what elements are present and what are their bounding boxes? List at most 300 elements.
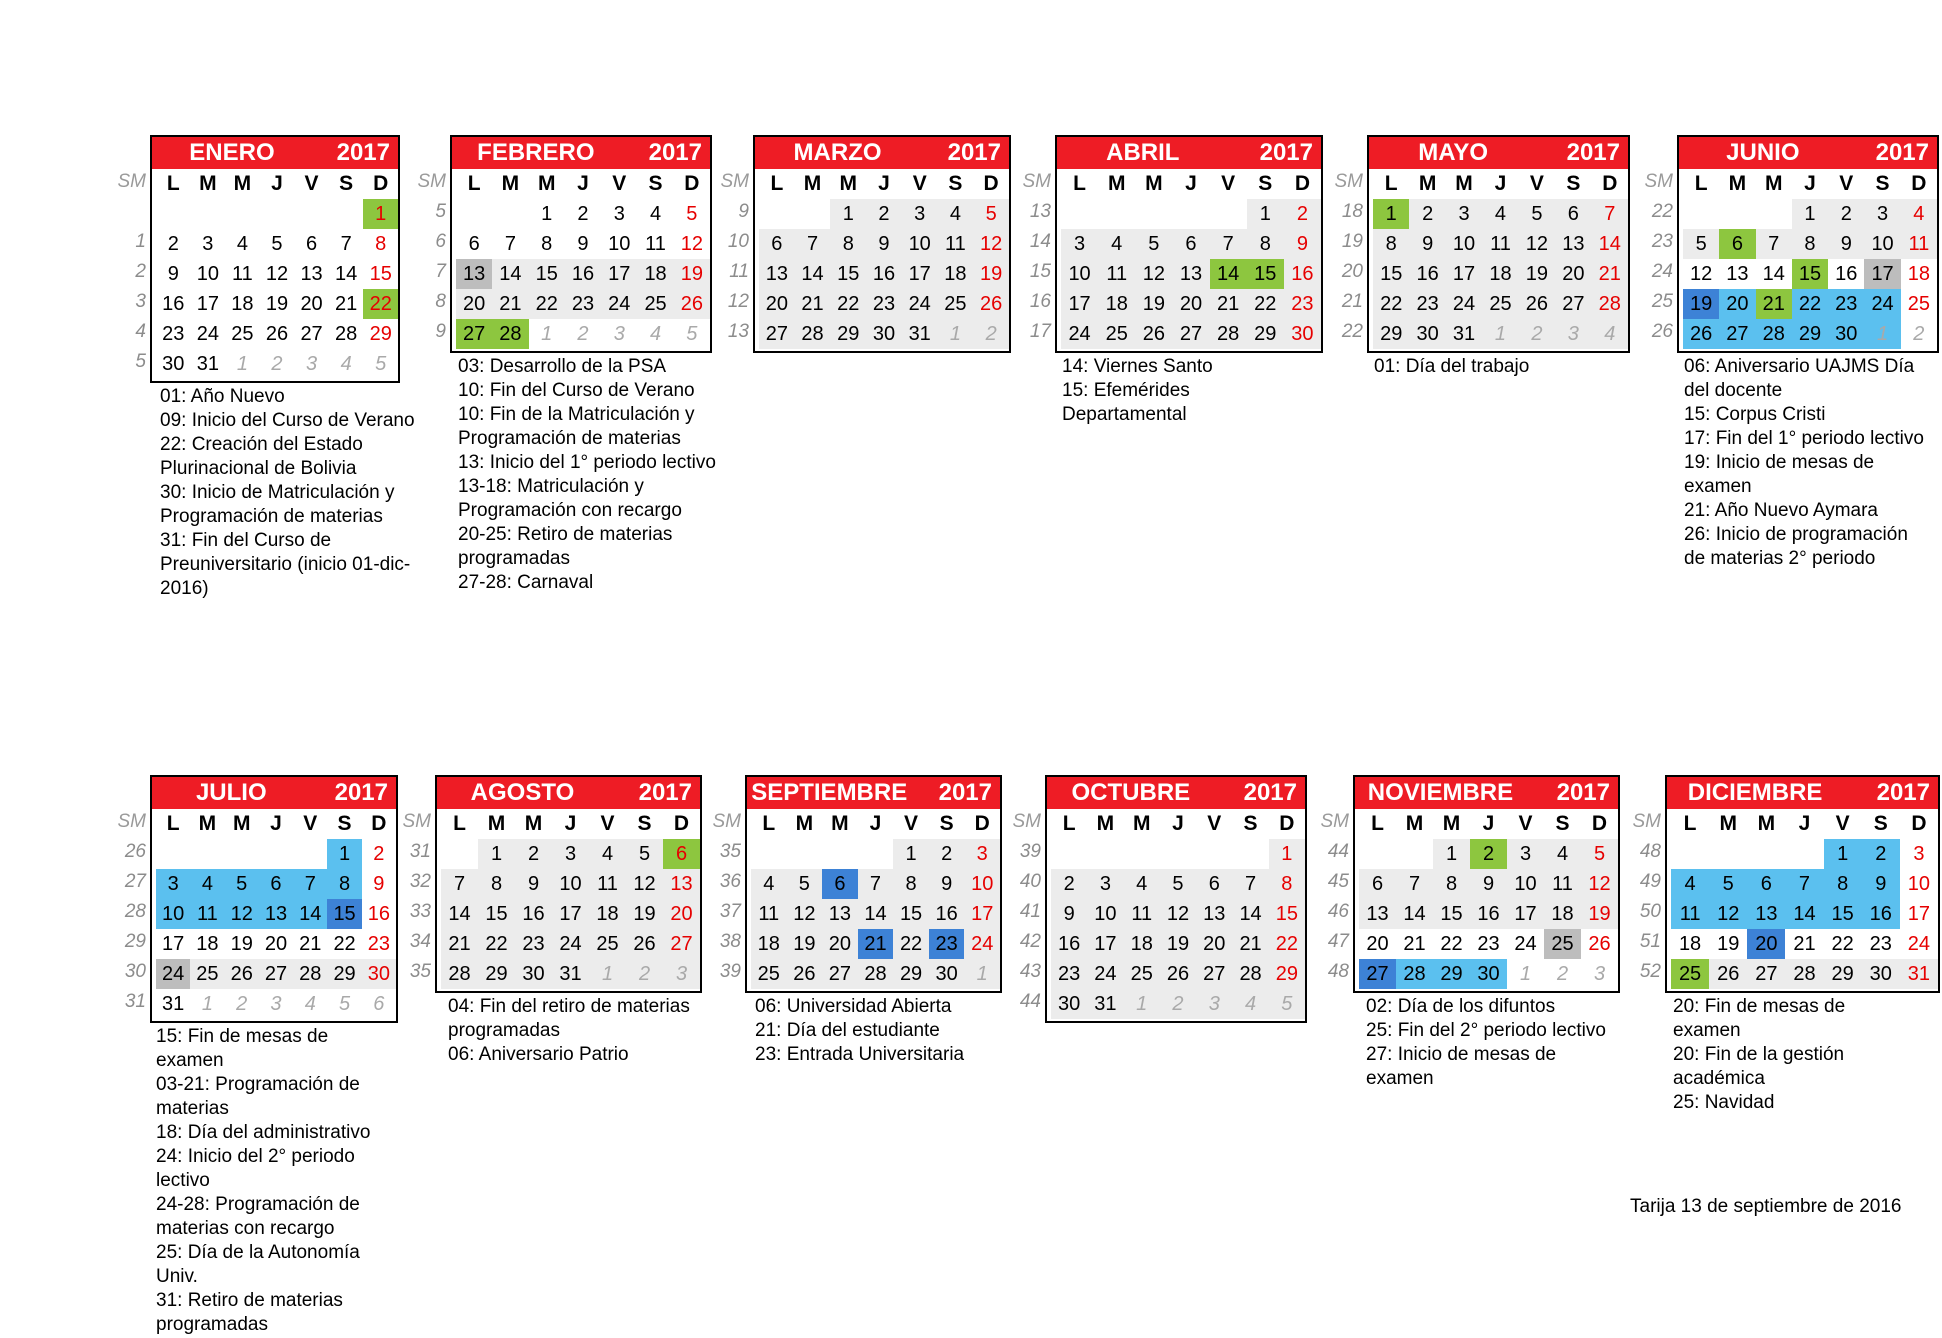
weekday-header: D — [983, 172, 999, 195]
week-number: 42 — [1019, 931, 1041, 952]
day-cell: 26 — [225, 959, 259, 989]
month-notes — [1374, 355, 1614, 379]
day-cell: 4 — [1124, 869, 1160, 899]
day-cell: 1 — [1433, 839, 1470, 869]
day-cell: 3 — [1864, 199, 1900, 229]
day-cell: 28 — [441, 959, 478, 989]
day-cell: 4 — [304, 993, 316, 1015]
day-cell: 1 — [1482, 319, 1518, 349]
month-notes — [448, 995, 708, 1067]
day-cell: 15 — [478, 899, 515, 929]
day-cell: 29 — [478, 959, 515, 989]
day-cell: 15 — [830, 259, 866, 289]
note-item: 06: Aniversario UAJMS Día del docente — [1684, 356, 1915, 401]
day-cell: 11 — [1482, 229, 1518, 259]
day-cell: 2 — [1556, 963, 1569, 985]
day-cell: 1 — [1864, 319, 1900, 349]
day-cell: 10 — [964, 869, 1000, 899]
empty-day-cell — [1196, 839, 1232, 869]
week-number: 49 — [1639, 871, 1661, 892]
day-cell: 9 — [515, 869, 552, 899]
note-item: 20: Fin de la gestión académica — [1673, 1044, 1845, 1089]
day-cell: 15 — [1373, 259, 1409, 289]
day-cell: 8 — [1269, 869, 1305, 899]
weekday-header: L — [467, 172, 481, 195]
day-cell: 2 — [1409, 199, 1445, 229]
day-cell: 14 — [1210, 259, 1247, 289]
sm-label: SM — [117, 811, 146, 832]
day-cell: 15 — [1792, 259, 1828, 289]
empty-day-cell — [1210, 199, 1247, 229]
day-cell: 3 — [1507, 839, 1544, 869]
day-cell: 14 — [1592, 229, 1628, 259]
day-cell: 17 — [1507, 899, 1544, 929]
weekday-header: L — [1062, 812, 1076, 835]
weekday-header: J — [270, 812, 282, 835]
empty-day-cell — [329, 199, 364, 229]
day-cell: 22 — [1792, 289, 1828, 319]
day-cell: 7 — [340, 233, 352, 255]
empty-day-cell — [294, 199, 329, 229]
day-cell: 15 — [1247, 259, 1284, 289]
month-name: ABRIL — [1106, 139, 1180, 166]
empty-day-cell — [225, 199, 260, 229]
day-cell: 22 — [1440, 933, 1463, 955]
note-item: 31: Fin del Curso de Preuniversitario (inicio 01-dic-2016) — [160, 530, 411, 599]
month-name: ENERO — [189, 139, 275, 166]
weekday-header: D — [1294, 172, 1310, 195]
week-number: 16 — [1029, 291, 1051, 312]
weekday-header: L — [1384, 172, 1398, 195]
weekday-header: M — [1107, 172, 1126, 195]
day-cell: 17 — [964, 899, 1000, 929]
day-cell: 31 — [902, 319, 938, 349]
note-item: 04: Fin del retiro de materias programadas — [448, 996, 690, 1041]
day-cell: 11 — [1901, 229, 1937, 259]
day-cell: 10 — [1507, 869, 1544, 899]
weekday-header: J — [878, 172, 890, 195]
month-calendar-abril — [1055, 135, 1323, 353]
sm-label: SM — [1022, 171, 1051, 192]
day-cell: 1 — [363, 199, 398, 229]
weekday-header: S — [1258, 172, 1273, 195]
day-cell: 11 — [1098, 259, 1135, 289]
weekday-header: V — [600, 812, 615, 835]
day-cell: 13 — [456, 259, 492, 289]
day-cell: 6 — [759, 229, 795, 259]
day-cell: 7 — [1592, 199, 1628, 229]
day-cell: 24 — [902, 289, 938, 319]
weekday-header: J — [1804, 172, 1816, 195]
day-cell: 27 — [1196, 959, 1232, 989]
weekday-header: M — [795, 812, 814, 835]
week-number: 44 — [1019, 991, 1041, 1012]
month-name: MARZO — [793, 139, 882, 166]
day-cell: 27 — [1555, 289, 1591, 319]
day-cell: 25 — [190, 959, 224, 989]
week-number: 36 — [719, 871, 741, 892]
day-cell: 23 — [866, 289, 902, 319]
day-cell: 1 — [1373, 199, 1409, 229]
day-cell: 2 — [1913, 323, 1925, 345]
day-cell: 21 — [1592, 259, 1628, 289]
weekday-header: M — [232, 812, 251, 835]
day-cell: 21 — [1793, 933, 1816, 955]
day-cell: 3 — [663, 959, 700, 989]
week-number: 10 — [727, 231, 749, 252]
month-name: NOVIEMBRE — [1367, 779, 1514, 806]
day-cell: 30 — [929, 959, 965, 989]
day-cell: 5 — [1709, 869, 1747, 899]
day-cell: 19 — [1717, 933, 1740, 955]
day-cell: 7 — [795, 229, 831, 259]
day-cell: 17 — [196, 293, 219, 315]
weekday-header: M — [233, 172, 252, 195]
note-item: 27: Inicio de mesas de examen — [1366, 1044, 1557, 1089]
empty-day-cell — [1061, 199, 1098, 229]
day-cell: 17 — [1087, 929, 1123, 959]
day-cell: 30 — [866, 319, 902, 349]
day-cell: 22 — [1247, 289, 1284, 319]
day-cell: 25 — [1482, 289, 1518, 319]
day-cell: 31 — [162, 993, 185, 1015]
day-cell: 16 — [1470, 899, 1507, 929]
day-cell: 10 — [608, 233, 631, 255]
day-cell: 24 — [156, 959, 190, 989]
note-item: 02: Día de los difuntos — [1366, 996, 1556, 1017]
day-cell: 17 — [1446, 259, 1482, 289]
week-number: 22 — [1651, 201, 1673, 222]
day-cell: 13 — [1172, 259, 1209, 289]
day-cell: 21 — [299, 933, 322, 955]
day-cell: 27 — [663, 929, 700, 959]
month-calendar-febrero — [450, 135, 712, 353]
weekday-header: D — [371, 812, 387, 835]
day-cell: 20 — [456, 289, 492, 319]
empty-day-cell — [1756, 199, 1792, 229]
weekday-header: D — [373, 172, 389, 195]
month-name: AGOSTO — [470, 779, 575, 806]
day-cell: 9 — [577, 233, 589, 255]
day-cell: 21 — [1403, 933, 1426, 955]
day-cell: 7 — [1785, 869, 1823, 899]
empty-day-cell — [1087, 839, 1123, 869]
note-item: 01: Día del trabajo — [1374, 356, 1530, 377]
weekday-header: J — [577, 172, 589, 195]
day-cell: 8 — [478, 869, 515, 899]
note-item: 13: Inicio del 1° periodo lectivo — [458, 452, 716, 473]
weekday-header: V — [1221, 172, 1236, 195]
day-cell: 17 — [1061, 289, 1098, 319]
day-cell: 2 — [1051, 869, 1087, 899]
weekday-header: M — [198, 812, 217, 835]
day-cell: 26 — [1160, 959, 1196, 989]
day-cell: 3 — [1196, 989, 1232, 1019]
weekday-header: M — [831, 812, 849, 835]
weekday-header: L — [1371, 812, 1384, 835]
day-cell: 10 — [1061, 259, 1098, 289]
day-cell: 14 — [293, 899, 327, 929]
day-cell: 6 — [373, 993, 385, 1015]
week-number: 39 — [719, 961, 741, 982]
day-cell: 31 — [1446, 319, 1482, 349]
day-cell: 6 — [1747, 869, 1785, 899]
day-cell: 4 — [1671, 869, 1709, 899]
empty-day-cell — [1135, 199, 1172, 229]
weekday-header: L — [770, 172, 784, 195]
weekday-header: S — [339, 172, 354, 195]
week-number: 2 — [135, 261, 146, 282]
day-cell: 2 — [929, 839, 965, 869]
sm-label: SM — [1632, 811, 1661, 832]
day-cell: 19 — [1581, 899, 1618, 929]
day-cell: 3 — [1446, 199, 1482, 229]
day-cell: 14 — [1232, 899, 1268, 929]
day-cell: 21 — [335, 293, 358, 315]
day-cell: 10 — [1446, 229, 1482, 259]
day-cell: 3 — [1593, 963, 1606, 985]
week-number: 26 — [1651, 321, 1673, 342]
empty-day-cell — [759, 199, 795, 229]
day-cell: 27 — [1172, 319, 1209, 349]
month-calendar-marzo — [753, 135, 1011, 353]
day-cell: 26 — [674, 289, 710, 319]
day-cell: 29 — [1824, 959, 1862, 989]
day-cell: 30 — [1862, 959, 1900, 989]
weekday-header: M — [1132, 812, 1151, 835]
note-item: 27-28: Carnaval — [458, 572, 594, 593]
weekday-header: V — [1207, 812, 1222, 835]
day-cell: 16 — [162, 293, 185, 315]
week-number: 17 — [1029, 321, 1051, 342]
week-number: 6 — [435, 231, 446, 252]
day-cell: 26 — [1588, 933, 1611, 955]
day-cell: 12 — [1519, 229, 1555, 259]
day-cell: 15 — [369, 263, 392, 285]
day-cell: 18 — [1482, 259, 1518, 289]
day-cell: 27 — [1747, 959, 1785, 989]
day-cell: 10 — [552, 869, 589, 899]
week-number: 4 — [135, 321, 146, 342]
week-number: 26 — [124, 841, 146, 862]
day-cell: 2 — [271, 353, 283, 375]
day-cell: 24 — [1061, 319, 1098, 349]
day-cell: 24 — [1446, 289, 1482, 319]
weekday-header: M — [1764, 172, 1783, 195]
note-item: 25: Fin del 2° periodo lectivo — [1366, 1020, 1606, 1041]
day-cell: 14 — [335, 263, 358, 285]
week-number: 12 — [727, 291, 749, 312]
day-cell: 24 — [1087, 959, 1123, 989]
sm-label: SM — [117, 171, 146, 192]
day-cell: 30 — [162, 353, 185, 375]
month-notes — [1673, 995, 1913, 1115]
month-header — [1679, 137, 1937, 169]
day-cell: 11 — [938, 229, 974, 259]
day-cell: 4 — [650, 323, 662, 345]
empty-day-cell — [456, 199, 492, 229]
day-cell: 1 — [327, 839, 361, 869]
day-cell: 18 — [751, 929, 787, 959]
day-cell: 2 — [1828, 199, 1864, 229]
day-cell: 29 — [893, 959, 929, 989]
day-cell: 12 — [1581, 869, 1618, 899]
month-year: 2017 — [648, 139, 702, 166]
weekday-header: L — [1694, 172, 1708, 195]
day-cell: 13 — [1196, 899, 1232, 929]
sm-label: SM — [720, 171, 749, 192]
week-number: 20 — [1341, 261, 1363, 282]
day-cell: 27 — [1719, 319, 1755, 349]
day-cell: 23 — [1477, 933, 1500, 955]
week-number: 27 — [124, 871, 146, 892]
day-cell: 9 — [866, 229, 902, 259]
day-cell: 6 — [1196, 869, 1232, 899]
day-cell: 27 — [759, 319, 795, 349]
weekday-header: V — [612, 172, 627, 195]
day-cell: 28 — [1592, 289, 1628, 319]
note-item: 06: Aniversario Patrio — [448, 1044, 629, 1065]
day-cell: 11 — [1671, 899, 1709, 929]
day-cell: 25 — [1124, 959, 1160, 989]
day-cell: 2 — [1470, 839, 1507, 869]
note-item: 01: Año Nuevo — [160, 386, 285, 407]
month-year: 2017 — [638, 779, 692, 806]
day-cell: 23 — [162, 323, 185, 345]
day-cell: 23 — [565, 289, 601, 319]
day-cell: 19 — [265, 293, 289, 315]
month-notes — [156, 1025, 396, 1337]
day-cell: 13 — [1726, 263, 1749, 285]
day-cell: 29 — [1247, 319, 1284, 349]
empty-day-cell — [822, 839, 858, 869]
note-item: 21: Año Nuevo Aymara — [1684, 500, 1878, 521]
month-year: 2017 — [938, 779, 992, 806]
day-cell: 14 — [858, 899, 894, 929]
week-number: 37 — [719, 901, 741, 922]
week-number: 25 — [1651, 291, 1673, 312]
day-cell: 9 — [373, 873, 385, 895]
month-calendar-junio — [1677, 135, 1939, 353]
day-cell: 31 — [552, 959, 589, 989]
month-header — [1047, 777, 1305, 809]
week-number: 44 — [1327, 841, 1349, 862]
week-number: 21 — [1341, 291, 1363, 312]
day-cell: 7 — [858, 869, 894, 899]
day-cell: 9 — [1862, 869, 1900, 899]
day-cell: 2 — [577, 203, 589, 225]
weekday-header: M — [1418, 172, 1437, 195]
empty-day-cell — [1160, 839, 1196, 869]
week-number: 18 — [1341, 201, 1363, 222]
day-cell: 11 — [190, 899, 224, 929]
month-year: 2017 — [334, 779, 388, 806]
day-cell: 2 — [1160, 989, 1196, 1019]
day-cell: 12 — [225, 899, 259, 929]
day-cell: 13 — [1747, 899, 1785, 929]
week-number: 38 — [719, 931, 741, 952]
day-cell: 18 — [1678, 933, 1702, 955]
day-cell: 22 — [1373, 289, 1409, 319]
day-cell: 19 — [973, 259, 1009, 289]
day-cell: 5 — [1519, 199, 1555, 229]
note-item: 30: Inicio de Matriculación y Programación de materias — [160, 482, 395, 527]
month-header — [1369, 137, 1628, 169]
day-cell: 12 — [265, 263, 289, 285]
day-cell: 7 — [1396, 869, 1433, 899]
note-item: 20: Fin de mesas de examen — [1673, 996, 1846, 1041]
month-header — [1667, 777, 1938, 809]
month-year: 2017 — [1876, 779, 1930, 806]
day-cell: 4 — [1901, 199, 1937, 229]
day-cell: 4 — [1592, 319, 1628, 349]
day-cell: 18 — [938, 259, 974, 289]
day-cell: 3 — [270, 993, 282, 1015]
day-cell: 2 — [515, 839, 552, 869]
month-year: 2017 — [336, 139, 390, 166]
empty-day-cell — [1359, 839, 1396, 869]
day-cell: 17 — [162, 933, 185, 955]
day-cell: 20 — [822, 929, 858, 959]
weekday-header: M — [199, 172, 217, 195]
day-cell: 4 — [236, 233, 248, 255]
day-cell: 14 — [1762, 263, 1785, 285]
weekday-header: L — [1073, 172, 1086, 195]
day-cell: 3 — [552, 839, 589, 869]
day-cell: 20 — [1747, 929, 1785, 959]
weekday-header: J — [1798, 812, 1811, 835]
day-cell: 29 — [1433, 959, 1470, 989]
weekday-header: D — [684, 172, 700, 195]
day-cell: 28 — [1396, 959, 1433, 989]
day-cell: 25 — [938, 289, 974, 319]
month-year: 2017 — [1243, 779, 1297, 806]
day-cell: 21 — [1232, 929, 1268, 959]
day-cell: 8 — [830, 229, 866, 259]
note-item: 06: Universidad Abierta — [755, 996, 952, 1017]
day-cell: 1 — [541, 323, 553, 345]
weekday-header: V — [912, 172, 927, 195]
day-cell: 18 — [196, 933, 219, 955]
day-cell: 5 — [686, 203, 698, 225]
day-cell: 5 — [225, 869, 259, 899]
month-header — [152, 137, 398, 169]
month-calendar-mayo — [1367, 135, 1630, 353]
day-cell: 1 — [1792, 199, 1828, 229]
month-name: OCTUBRE — [1071, 779, 1191, 806]
month-notes — [755, 995, 1025, 1067]
day-cell: 5 — [1581, 839, 1618, 869]
day-cell: 13 — [300, 263, 323, 285]
week-number: 11 — [729, 261, 749, 282]
note-item: 18: Día del administrativo — [156, 1122, 371, 1143]
day-cell: 3 — [613, 203, 625, 225]
day-cell: 28 — [293, 959, 327, 989]
weekday-header: M — [524, 812, 543, 835]
week-number: 48 — [1639, 841, 1661, 862]
month-calendar-diciembre — [1665, 775, 1940, 993]
weekday-header: S — [1873, 812, 1888, 835]
day-cell: 17 — [552, 899, 589, 929]
week-number: 51 — [1639, 931, 1661, 952]
empty-day-cell — [1396, 839, 1433, 869]
empty-day-cell — [858, 839, 894, 869]
day-cell: 13 — [1555, 229, 1591, 259]
month-notes — [160, 385, 420, 601]
day-cell: 16 — [1051, 929, 1087, 959]
month-calendar-agosto — [435, 775, 702, 993]
day-cell: 12 — [973, 229, 1009, 259]
